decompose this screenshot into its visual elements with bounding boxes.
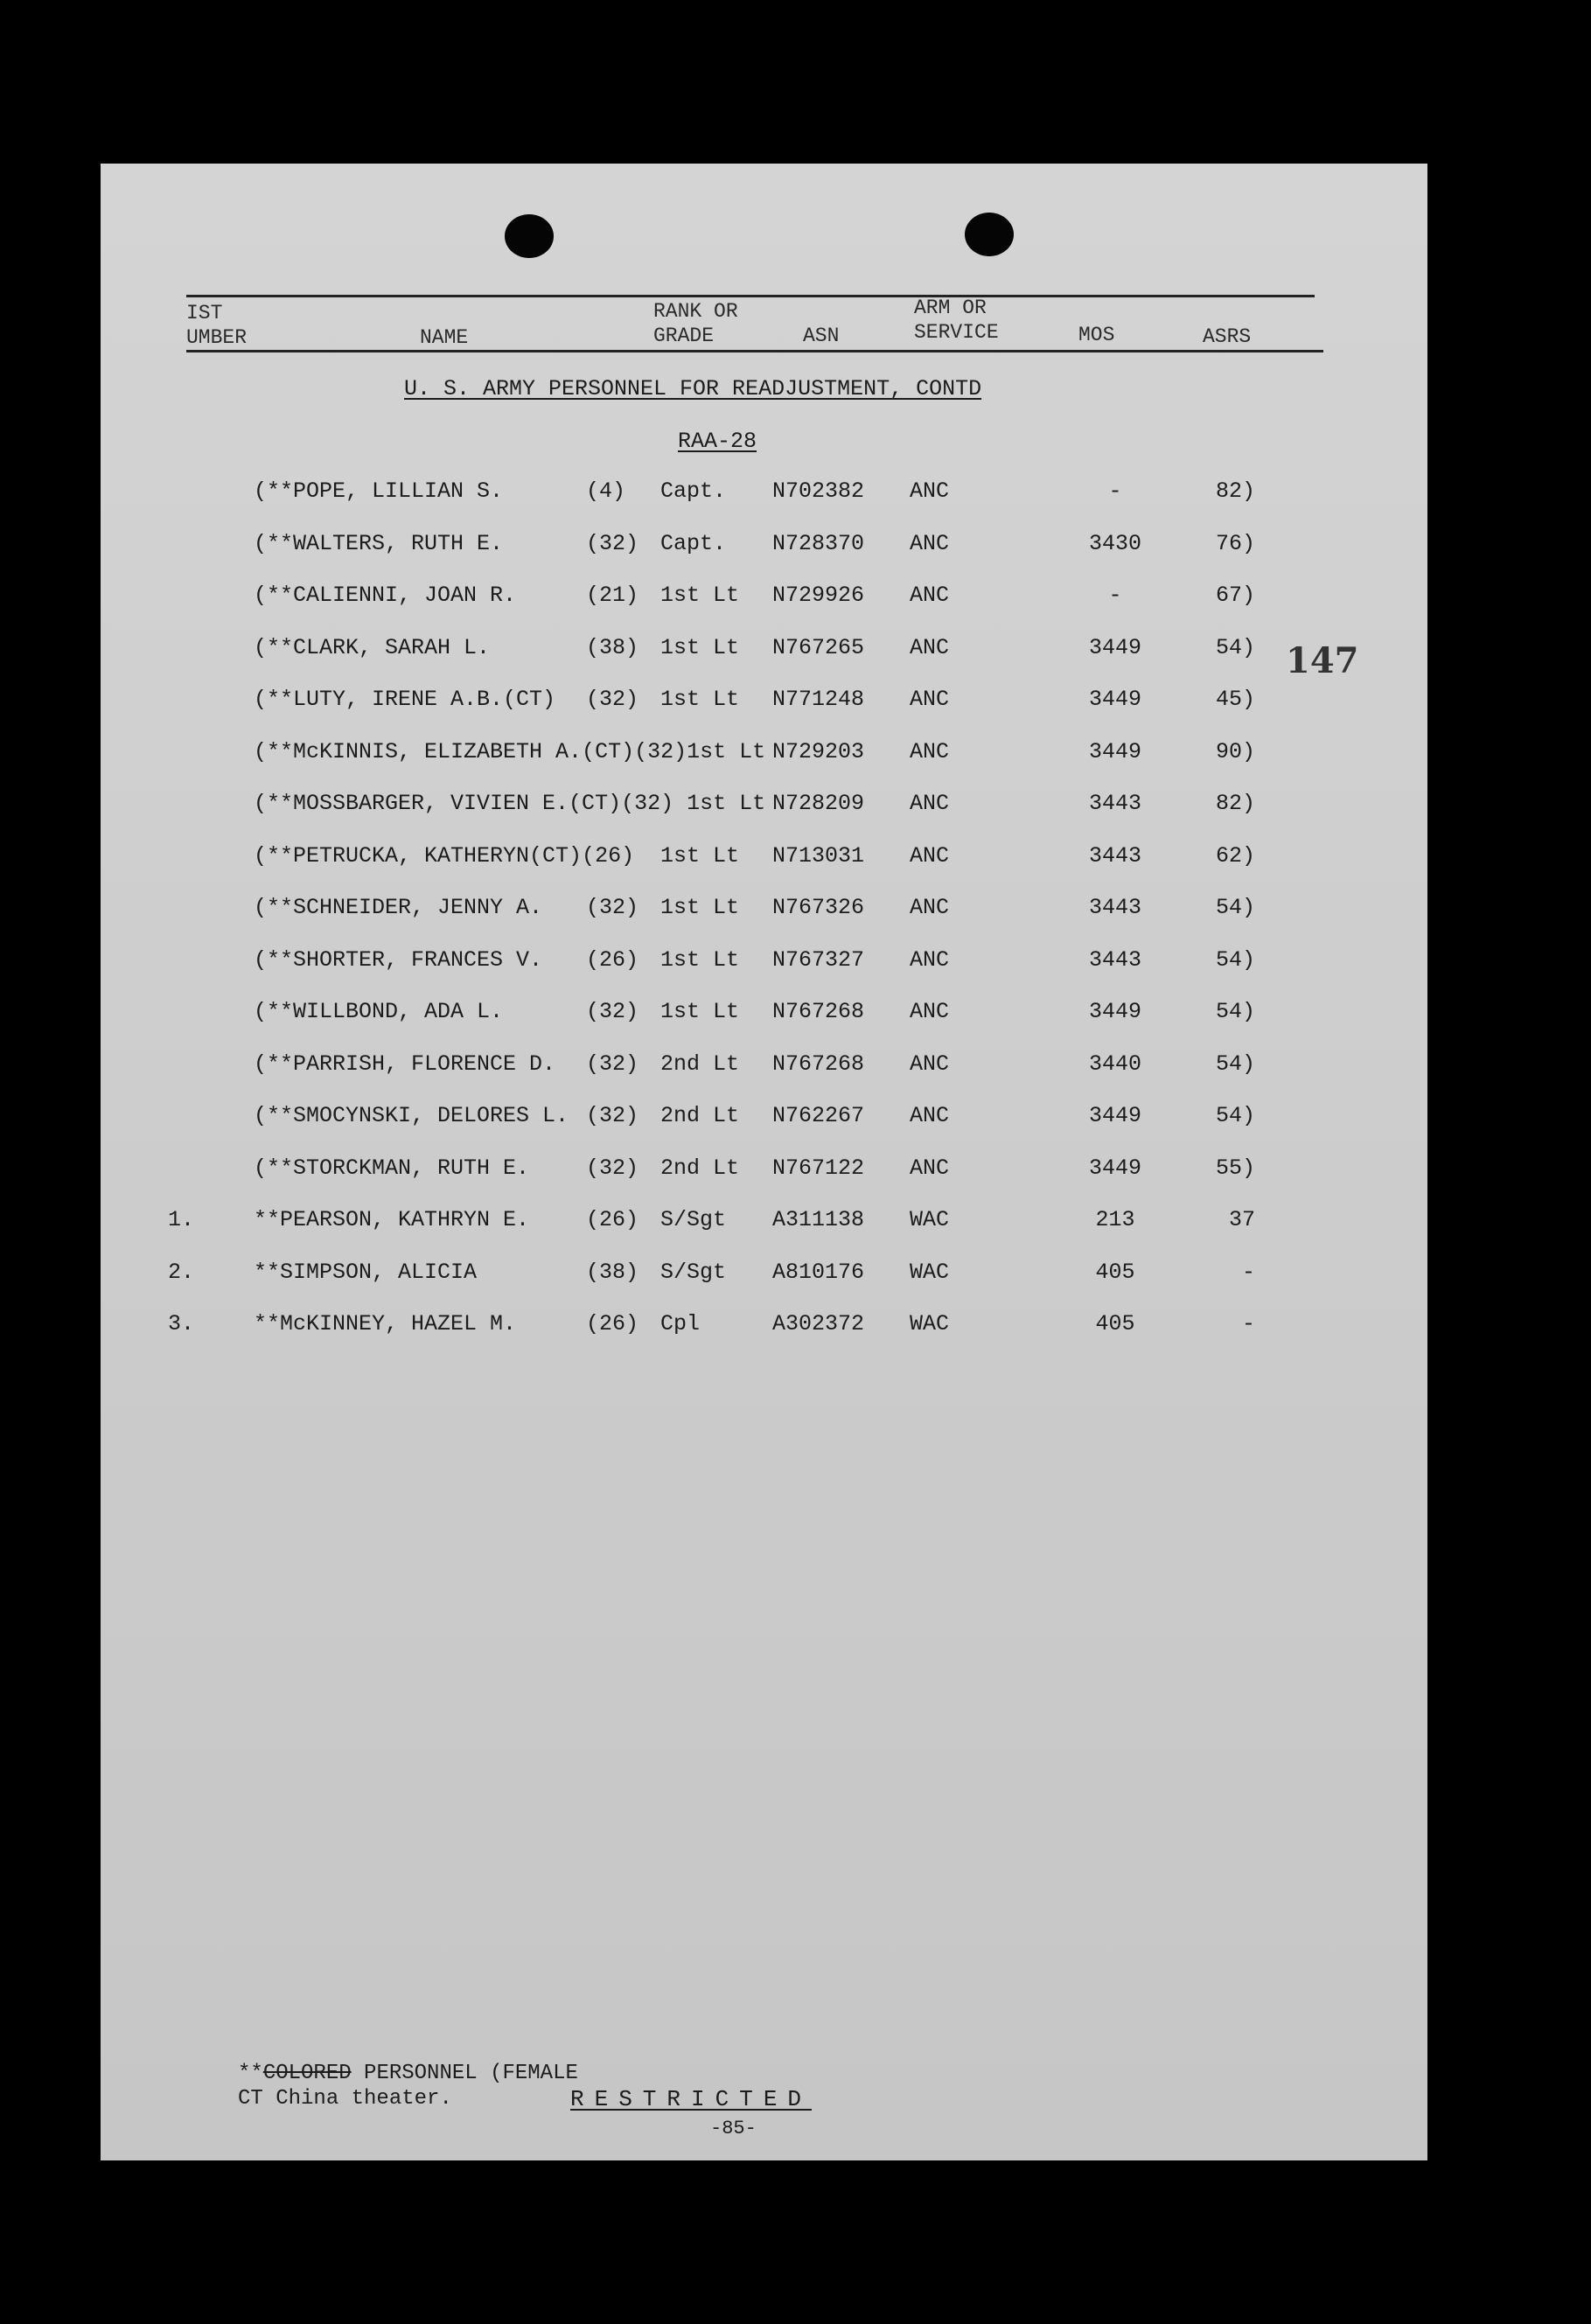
- row-name: (**CLARK, SARAH L.: [254, 635, 491, 660]
- row-mos: 3449: [1088, 635, 1141, 660]
- row-mos: 3449: [1088, 999, 1141, 1024]
- row-asn: N767265: [772, 635, 865, 660]
- row-asn: N767268: [772, 999, 865, 1024]
- row-rank: Capt.: [660, 478, 727, 504]
- row-arm: ANC: [910, 739, 950, 764]
- row-rank: 2nd Lt: [660, 1051, 740, 1077]
- personnel-row: [101, 527, 1427, 562]
- row-asn: A302372: [772, 1311, 865, 1336]
- row-code: (32): [586, 1051, 639, 1077]
- footer-stars: **: [238, 2062, 263, 2085]
- row-rank: 1st Lt: [660, 635, 740, 660]
- personnel-row: [101, 943, 1427, 978]
- header-arm: [914, 296, 999, 345]
- row-arm: ANC: [910, 478, 950, 504]
- row-mos: -: [1108, 583, 1122, 608]
- row-arm: WAC: [910, 1260, 950, 1285]
- handwritten-page-stamp: 147: [1286, 640, 1359, 681]
- row-name: (**MOSSBARGER, VIVIEN E.(CT)(32) 1st Lt: [254, 791, 766, 816]
- row-num: 1.: [168, 1207, 195, 1232]
- row-arm: ANC: [910, 635, 950, 660]
- row-asn: N767326: [772, 895, 865, 920]
- row-asn: N713031: [772, 843, 865, 869]
- row-code: (26): [586, 947, 639, 973]
- row-asn: N729926: [772, 583, 865, 608]
- restricted-marking: RESTRICTED: [570, 2086, 813, 2112]
- row-asn: N702382: [772, 478, 865, 504]
- row-asrs: 54): [1215, 895, 1255, 920]
- personnel-row: [101, 890, 1427, 925]
- personnel-row: [101, 682, 1427, 717]
- row-asrs: 54): [1215, 999, 1255, 1024]
- personnel-row: [101, 1099, 1427, 1134]
- personnel-row: [101, 1203, 1427, 1238]
- row-arm: ANC: [910, 1051, 950, 1077]
- row-name: (**SMOCYNSKI, DELORES L.: [254, 1103, 569, 1128]
- row-asn: N771248: [772, 687, 865, 712]
- row-arm: ANC: [910, 895, 950, 920]
- header-list-number-line2: UMBER: [186, 326, 248, 349]
- row-mos: 3440: [1088, 1051, 1141, 1077]
- header-name: NAME: [420, 326, 469, 349]
- row-rank: 1st Lt: [660, 895, 740, 920]
- row-code: (32): [586, 531, 639, 556]
- page-title: U. S. ARMY PERSONNEL FOR READJUSTMENT, CONTD: [404, 376, 982, 401]
- row-name: (**STORCKMAN, RUTH E.: [254, 1155, 530, 1181]
- header-rank-line1: RANK OR: [653, 300, 738, 323]
- row-arm: ANC: [910, 531, 950, 556]
- row-asn: N767268: [772, 1051, 865, 1077]
- row-name: (**SHORTER, FRANCES V.: [254, 947, 543, 973]
- header-list-number-line1: IST: [186, 302, 223, 325]
- row-asrs: 67): [1215, 583, 1255, 608]
- row-name: (**SCHNEIDER, JENNY A.: [254, 895, 543, 920]
- row-code: (32): [586, 1155, 639, 1181]
- row-name: (**LUTY, IRENE A.B.(CT): [254, 687, 556, 712]
- footer-note-colored: [238, 2062, 578, 2085]
- row-asrs: 54): [1215, 947, 1255, 973]
- row-mos: 3449: [1088, 687, 1141, 712]
- row-mos: -: [1108, 478, 1122, 504]
- row-asn: A311138: [772, 1207, 865, 1232]
- row-name: (**PARRISH, FLORENCE D.: [254, 1051, 556, 1077]
- row-arm: ANC: [910, 791, 950, 816]
- row-arm: ANC: [910, 687, 950, 712]
- header-arm-line1: ARM OR: [914, 297, 987, 319]
- row-name: (**CALIENNI, JOAN R.: [254, 583, 517, 608]
- punch-hole-right: [965, 213, 1014, 256]
- row-arm: ANC: [910, 947, 950, 973]
- row-asrs: 76): [1215, 531, 1255, 556]
- page-number: -85-: [710, 2118, 757, 2139]
- row-asrs: 90): [1215, 739, 1255, 764]
- header-bottom-rule: [186, 350, 1323, 352]
- row-mos: 3449: [1088, 1103, 1141, 1128]
- row-mos: 3443: [1088, 843, 1141, 869]
- row-rank: 1st Lt: [660, 687, 740, 712]
- row-code: (26): [586, 1311, 639, 1336]
- footer-note-rest: PERSONNEL (FEMALE: [351, 2062, 578, 2085]
- row-asn: N728209: [772, 791, 865, 816]
- header-rank: [653, 299, 738, 348]
- footer-struck-word: COLORED: [262, 2062, 352, 2085]
- row-asn: N728370: [772, 531, 865, 556]
- header-list-number: [186, 301, 247, 350]
- row-mos: 3449: [1088, 1155, 1141, 1181]
- row-rank: S/Sgt: [660, 1260, 727, 1285]
- row-name: (**WALTERS, RUTH E.: [254, 531, 504, 556]
- row-mos: 3443: [1088, 947, 1141, 973]
- row-rank: Capt.: [660, 531, 727, 556]
- personnel-row: [101, 631, 1427, 666]
- row-asrs: 55): [1215, 1155, 1255, 1181]
- row-name: (**WILLBOND, ADA L.: [254, 999, 504, 1024]
- row-asrs: 54): [1215, 1103, 1255, 1128]
- header-top-rule: [186, 295, 1315, 297]
- row-mos: 3443: [1088, 895, 1141, 920]
- row-rank: 2nd Lt: [660, 1155, 740, 1181]
- row-name: **SIMPSON, ALICIA: [254, 1260, 478, 1285]
- row-arm: ANC: [910, 1103, 950, 1128]
- row-code: (21): [586, 583, 639, 608]
- row-rank: 1st Lt: [660, 999, 740, 1024]
- row-rank: 1st Lt: [660, 947, 740, 973]
- personnel-row: [101, 1151, 1427, 1186]
- row-asrs: 45): [1215, 687, 1255, 712]
- row-num: 2.: [168, 1260, 195, 1285]
- row-name: **PEARSON, KATHRYN E.: [254, 1207, 530, 1232]
- row-asrs: -: [1241, 1260, 1255, 1285]
- row-arm: ANC: [910, 999, 950, 1024]
- row-num: 3.: [168, 1311, 195, 1336]
- row-rank: Cpl: [660, 1311, 701, 1336]
- row-mos: 3430: [1088, 531, 1141, 556]
- personnel-row: [101, 786, 1427, 821]
- row-code: (32): [586, 895, 639, 920]
- header-mos: MOS: [1078, 324, 1115, 346]
- personnel-row: [101, 735, 1427, 770]
- row-asrs: -: [1241, 1311, 1255, 1336]
- row-rank: 1st Lt: [660, 843, 740, 869]
- row-asrs: 82): [1215, 791, 1255, 816]
- row-mos: 405: [1095, 1260, 1135, 1285]
- row-arm: WAC: [910, 1311, 950, 1336]
- row-mos: 3449: [1088, 739, 1141, 764]
- row-asn: N767122: [772, 1155, 865, 1181]
- row-arm: WAC: [910, 1207, 950, 1232]
- row-asn: A810176: [772, 1260, 865, 1285]
- header-asrs: ASRS: [1203, 325, 1252, 348]
- row-asrs: 82): [1215, 478, 1255, 504]
- personnel-row: [101, 1047, 1427, 1082]
- row-code: (4): [586, 478, 626, 504]
- row-arm: ANC: [910, 1155, 950, 1181]
- row-asrs: 37: [1228, 1207, 1255, 1232]
- punch-hole-left: [505, 214, 554, 258]
- row-name: (**PETRUCKA, KATHERYN(CT)(26): [254, 843, 635, 869]
- row-code: (32): [586, 1103, 639, 1128]
- personnel-row: [101, 995, 1427, 1029]
- row-code: (38): [586, 1260, 639, 1285]
- row-name: (**McKINNIS, ELIZABETH A.(CT)(32)1st Lt: [254, 739, 766, 764]
- header-arm-line2: SERVICE: [914, 321, 999, 344]
- row-rank: S/Sgt: [660, 1207, 727, 1232]
- row-asrs: 62): [1215, 843, 1255, 869]
- header-asn: ASN: [803, 325, 840, 347]
- row-asn: N729203: [772, 739, 865, 764]
- row-code: (26): [586, 1207, 639, 1232]
- document-page: [101, 164, 1427, 2160]
- personnel-row: [101, 474, 1427, 509]
- row-name: **McKINNEY, HAZEL M.: [254, 1311, 517, 1336]
- row-arm: ANC: [910, 843, 950, 869]
- header-rank-line2: GRADE: [653, 325, 715, 347]
- footer-note-ct: CT China theater.: [238, 2087, 452, 2111]
- row-asrs: 54): [1215, 1051, 1255, 1077]
- personnel-row: [101, 1307, 1427, 1342]
- row-rank: 2nd Lt: [660, 1103, 740, 1128]
- row-code: (32): [586, 687, 639, 712]
- personnel-row: [101, 578, 1427, 613]
- personnel-row: [101, 839, 1427, 874]
- row-code: (38): [586, 635, 639, 660]
- row-asrs: 54): [1215, 635, 1255, 660]
- row-asn: N762267: [772, 1103, 865, 1128]
- row-mos: 405: [1095, 1311, 1135, 1336]
- row-arm: ANC: [910, 583, 950, 608]
- personnel-row: [101, 1255, 1427, 1290]
- page-subtitle: RAA-28: [678, 429, 757, 454]
- row-code: (32): [586, 999, 639, 1024]
- row-name: (**POPE, LILLIAN S.: [254, 478, 504, 504]
- row-rank: 1st Lt: [660, 583, 740, 608]
- row-mos: 213: [1095, 1207, 1135, 1232]
- row-mos: 3443: [1088, 791, 1141, 816]
- row-asn: N767327: [772, 947, 865, 973]
